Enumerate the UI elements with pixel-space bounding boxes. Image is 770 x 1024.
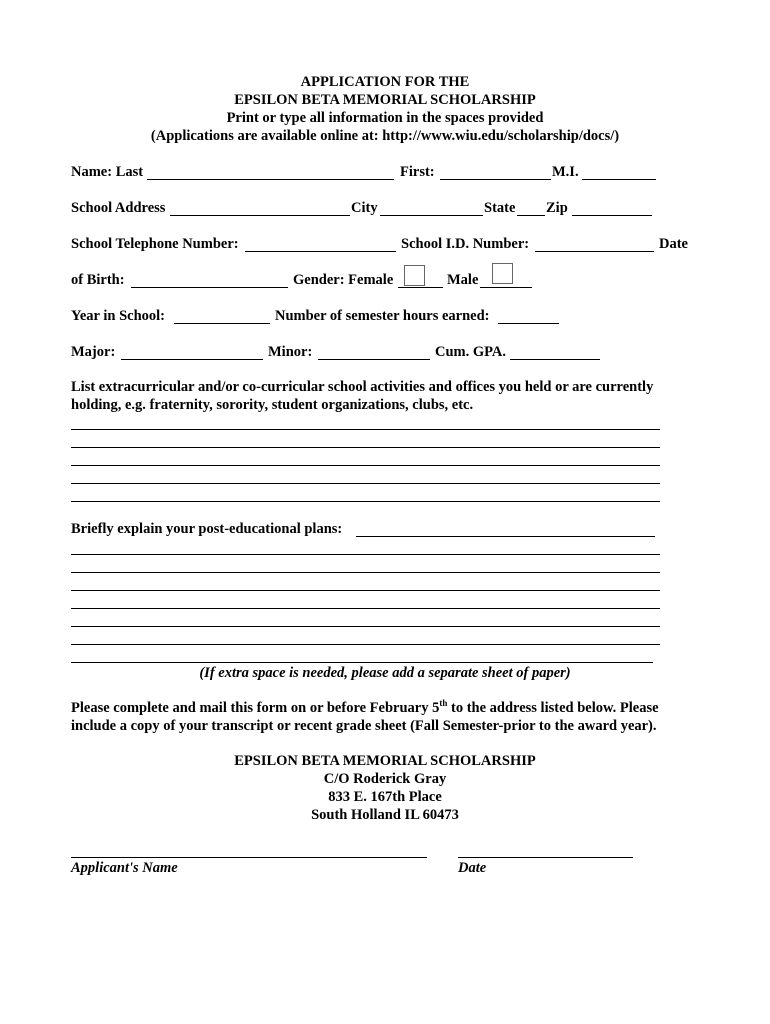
- school-id-field[interactable]: [535, 251, 654, 252]
- male-underline: [480, 287, 532, 288]
- male-checkbox[interactable]: [492, 263, 513, 284]
- zip-field[interactable]: [572, 215, 652, 216]
- plans-prompt: Briefly explain your post-educational plans:: [71, 521, 343, 537]
- applicant-name-field[interactable]: [71, 857, 427, 858]
- major-label: Major:: [71, 344, 116, 360]
- mail-instructions-line1: Please complete and mail this form on or before February 5th to the address listed below. Please: [71, 698, 659, 716]
- gpa-field[interactable]: [510, 359, 600, 360]
- school-phone-field[interactable]: [245, 251, 396, 252]
- female-underline: [398, 287, 443, 288]
- plans-line[interactable]: [71, 572, 660, 573]
- female-checkbox[interactable]: [404, 265, 425, 286]
- year-in-school-field[interactable]: [174, 323, 270, 324]
- date-of-birth-field[interactable]: [131, 287, 288, 288]
- plans-first-line[interactable]: [356, 536, 655, 537]
- plans-line[interactable]: [71, 662, 653, 663]
- extra-space-note: (If extra space is needed, please add a separate sheet of paper): [199, 665, 571, 681]
- signature-date-label: Date: [458, 860, 487, 876]
- plans-line[interactable]: [71, 626, 660, 627]
- applicant-name-label: Applicant's Name: [71, 860, 178, 876]
- last-name-label: Name: Last: [71, 164, 144, 180]
- activities-line[interactable]: [71, 447, 660, 448]
- address-care-of: C/O Roderick Gray: [323, 771, 447, 787]
- middle-initial-label: M.I.: [552, 164, 579, 180]
- address-scholarship-name: EPSILON BETA MEMORIAL SCHOLARSHIP: [234, 753, 536, 769]
- male-label: Male: [447, 272, 479, 288]
- year-in-school-label: Year in School:: [71, 308, 165, 324]
- form-title: APPLICATION FOR THE: [300, 74, 470, 90]
- date-of-birth-label-start: Date: [659, 236, 688, 252]
- plans-line[interactable]: [71, 608, 660, 609]
- instructions: Print or type all information in the spaces provided: [226, 110, 544, 126]
- state-label: State: [484, 200, 516, 216]
- middle-initial-field[interactable]: [582, 179, 656, 180]
- city-field[interactable]: [380, 215, 483, 216]
- semester-hours-field[interactable]: [498, 323, 559, 324]
- semester-hours-label: Number of semester hours earned:: [275, 308, 490, 324]
- activities-line[interactable]: [71, 501, 660, 502]
- activities-line[interactable]: [71, 465, 660, 466]
- activities-prompt-line2: holding, e.g. fraternity, sorority, student organizations, clubs, etc.: [71, 397, 474, 413]
- zip-label: Zip: [546, 200, 568, 216]
- activities-line[interactable]: [71, 483, 660, 484]
- signature-date-field[interactable]: [458, 857, 633, 858]
- school-address-field[interactable]: [170, 215, 350, 216]
- first-name-field[interactable]: [440, 179, 551, 180]
- school-id-label: School I.D. Number:: [401, 236, 530, 252]
- plans-line[interactable]: [71, 554, 660, 555]
- major-field[interactable]: [121, 359, 263, 360]
- gpa-label: Cum. GPA.: [435, 344, 507, 360]
- gender-female-label: Gender: Female: [293, 272, 394, 288]
- date-of-birth-label-end: of Birth:: [71, 272, 125, 288]
- school-phone-label: School Telephone Number:: [71, 236, 239, 252]
- city-label: City: [351, 200, 378, 216]
- state-field[interactable]: [517, 215, 545, 216]
- address-street: 833 E. 167th Place: [328, 789, 442, 805]
- minor-field[interactable]: [318, 359, 430, 360]
- address-city-state-zip: South Holland IL 60473: [311, 807, 459, 823]
- first-name-label: First:: [400, 164, 435, 180]
- scholarship-name: EPSILON BETA MEMORIAL SCHOLARSHIP: [234, 92, 536, 108]
- online-note: (Applications are available online at: http://www.wiu.edu/scholarship/docs/): [150, 128, 620, 144]
- activities-prompt-line1: List extracurricular and/or co-curricular school activities and offices you held or are currently: [71, 379, 654, 395]
- mail-instructions-line2: include a copy of your transcript or recent grade sheet (Fall Semester-prior to the award year).: [71, 718, 657, 734]
- plans-line[interactable]: [71, 644, 660, 645]
- last-name-field[interactable]: [147, 179, 394, 180]
- activities-line[interactable]: [71, 429, 660, 430]
- school-address-label: School Address: [71, 200, 166, 216]
- minor-label: Minor:: [268, 344, 313, 360]
- plans-line[interactable]: [71, 590, 660, 591]
